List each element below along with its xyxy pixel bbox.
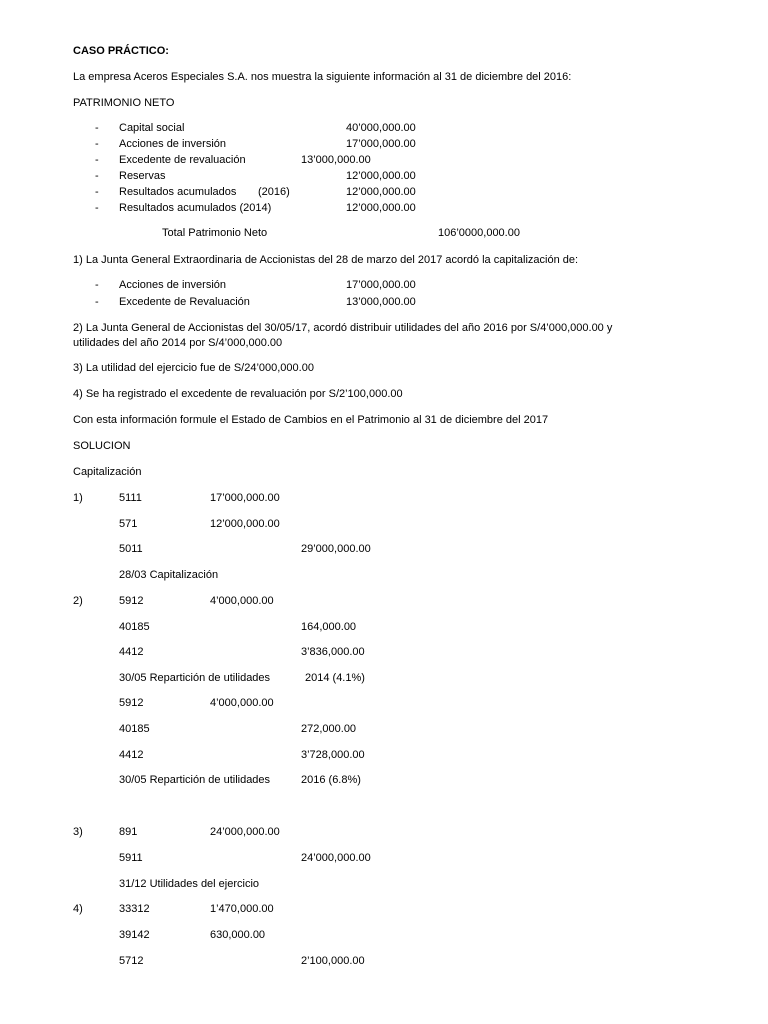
account-code: 5111 xyxy=(119,492,142,504)
account-code: 40185 xyxy=(119,723,150,735)
item-value: 12’000,000.00 xyxy=(346,170,416,182)
item-label: Resultados acumulados (2014) xyxy=(119,202,272,214)
item-label-suffix: (2016) xyxy=(258,186,290,198)
credit-amount: 272,000.00 xyxy=(301,723,357,735)
debit-amount: 17’000,000.00 xyxy=(210,492,280,504)
document-title: CASO PRÁCTICO: xyxy=(73,45,169,57)
account-code: 5011 xyxy=(119,543,143,555)
account-code: 4412 xyxy=(119,646,144,658)
item-value: 13’000,000.00 xyxy=(301,154,371,166)
intro-text: La empresa Aceros Especiales S.A. nos muestra la siguiente información al 31 de diciembre del 2016: xyxy=(73,71,572,83)
item-label: Acciones de inversión xyxy=(119,279,227,291)
list-bullet: - xyxy=(95,296,99,308)
list-bullet: - xyxy=(95,186,99,198)
debit-amount: 4’000,000.00 xyxy=(210,697,274,709)
account-code: 5912 xyxy=(119,595,144,607)
list-bullet: - xyxy=(95,122,99,134)
entry-gloss-note: 2016 (6.8%) xyxy=(301,774,361,786)
capitalizacion-heading: Capitalización xyxy=(73,466,142,478)
account-code: 5912 xyxy=(119,697,144,709)
credit-amount: 3’836,000.00 xyxy=(301,646,365,658)
list-bullet: - xyxy=(95,279,99,291)
account-code: 40185 xyxy=(119,621,150,633)
item-label: Resultados acumulados xyxy=(119,186,237,198)
point-2-line-1: 2) La Junta General de Accionistas del 30/05/17, acordó distribuir utilidades del año 2016 por S/4’000,000.00 y xyxy=(73,322,613,334)
entry-gloss: 31/12 Utilidades del ejercicio xyxy=(119,878,260,890)
entry-gloss-note: 2014 (4.1%) xyxy=(305,672,365,684)
solucion-heading: SOLUCION xyxy=(73,440,131,452)
entry-number: 3) xyxy=(73,826,83,838)
account-code: 571 xyxy=(119,518,138,530)
item-label: Excedente de Revaluación xyxy=(119,296,250,308)
item-value: 17’000,000.00 xyxy=(346,138,416,150)
entry-number: 4) xyxy=(73,903,83,915)
point-3-text: 3) La utilidad del ejercicio fue de S/24’000,000.00 xyxy=(73,362,314,374)
item-label: Acciones de inversión xyxy=(119,138,227,150)
debit-amount: 1’470,000.00 xyxy=(210,903,274,915)
account-code: 39142 xyxy=(119,929,150,941)
credit-amount: 24’000,000.00 xyxy=(301,852,371,864)
entry-number: 2) xyxy=(73,595,83,607)
debit-amount: 24’000,000.00 xyxy=(210,826,280,838)
debit-amount: 630,000.00 xyxy=(210,929,266,941)
list-bullet: - xyxy=(95,202,99,214)
point-4-text: 4) Se ha registrado el excedente de revaluación por S/2’100,000.00 xyxy=(73,388,403,400)
account-code: 5911 xyxy=(119,852,143,864)
list-bullet: - xyxy=(95,138,99,150)
credit-amount: 29’000,000.00 xyxy=(301,543,371,555)
point-2-line-2: utilidades del año 2014 por S/4’000,000.00 xyxy=(73,337,283,349)
entry-number: 1) xyxy=(73,492,83,504)
account-code: 5712 xyxy=(119,955,144,967)
item-value: 17’000,000.00 xyxy=(346,279,416,291)
instruction-text: Con esta información formule el Estado de Cambios en el Patrimonio al 31 de diciembre del 2017 xyxy=(73,414,549,426)
credit-amount: 3’728,000.00 xyxy=(301,749,365,761)
list-bullet: - xyxy=(95,170,99,182)
entry-gloss: 28/03 Capitalización xyxy=(119,569,219,581)
credit-amount: 164,000.00 xyxy=(301,621,357,633)
account-code: 33312 xyxy=(119,903,150,915)
entry-gloss: 30/05 Repartición de utilidades xyxy=(119,774,271,786)
point-1-text: 1) La Junta General Extraordinaria de Accionistas del 28 de marzo del 2017 acordó la capitalización de: xyxy=(73,254,579,266)
item-label: Reservas xyxy=(119,170,166,182)
list-bullet: - xyxy=(95,154,99,166)
item-value: 40’000,000.00 xyxy=(346,122,416,134)
item-value: 12’000,000.00 xyxy=(346,186,416,198)
total-label: Total Patrimonio Neto xyxy=(162,227,268,239)
account-code: 891 xyxy=(119,826,138,838)
patrimonio-heading: PATRIMONIO NETO xyxy=(73,97,175,109)
debit-amount: 12’000,000.00 xyxy=(210,518,280,530)
item-value: 13’000,000.00 xyxy=(346,296,416,308)
debit-amount: 4’000,000.00 xyxy=(210,595,274,607)
item-label: Excedente de revaluación xyxy=(119,154,246,166)
item-label: Capital social xyxy=(119,122,185,134)
item-value: 12’000,000.00 xyxy=(346,202,416,214)
entry-gloss: 30/05 Repartición de utilidades xyxy=(119,672,271,684)
credit-amount: 2’100,000.00 xyxy=(301,955,365,967)
total-value: 106’0000,000.00 xyxy=(438,227,520,239)
account-code: 4412 xyxy=(119,749,144,761)
